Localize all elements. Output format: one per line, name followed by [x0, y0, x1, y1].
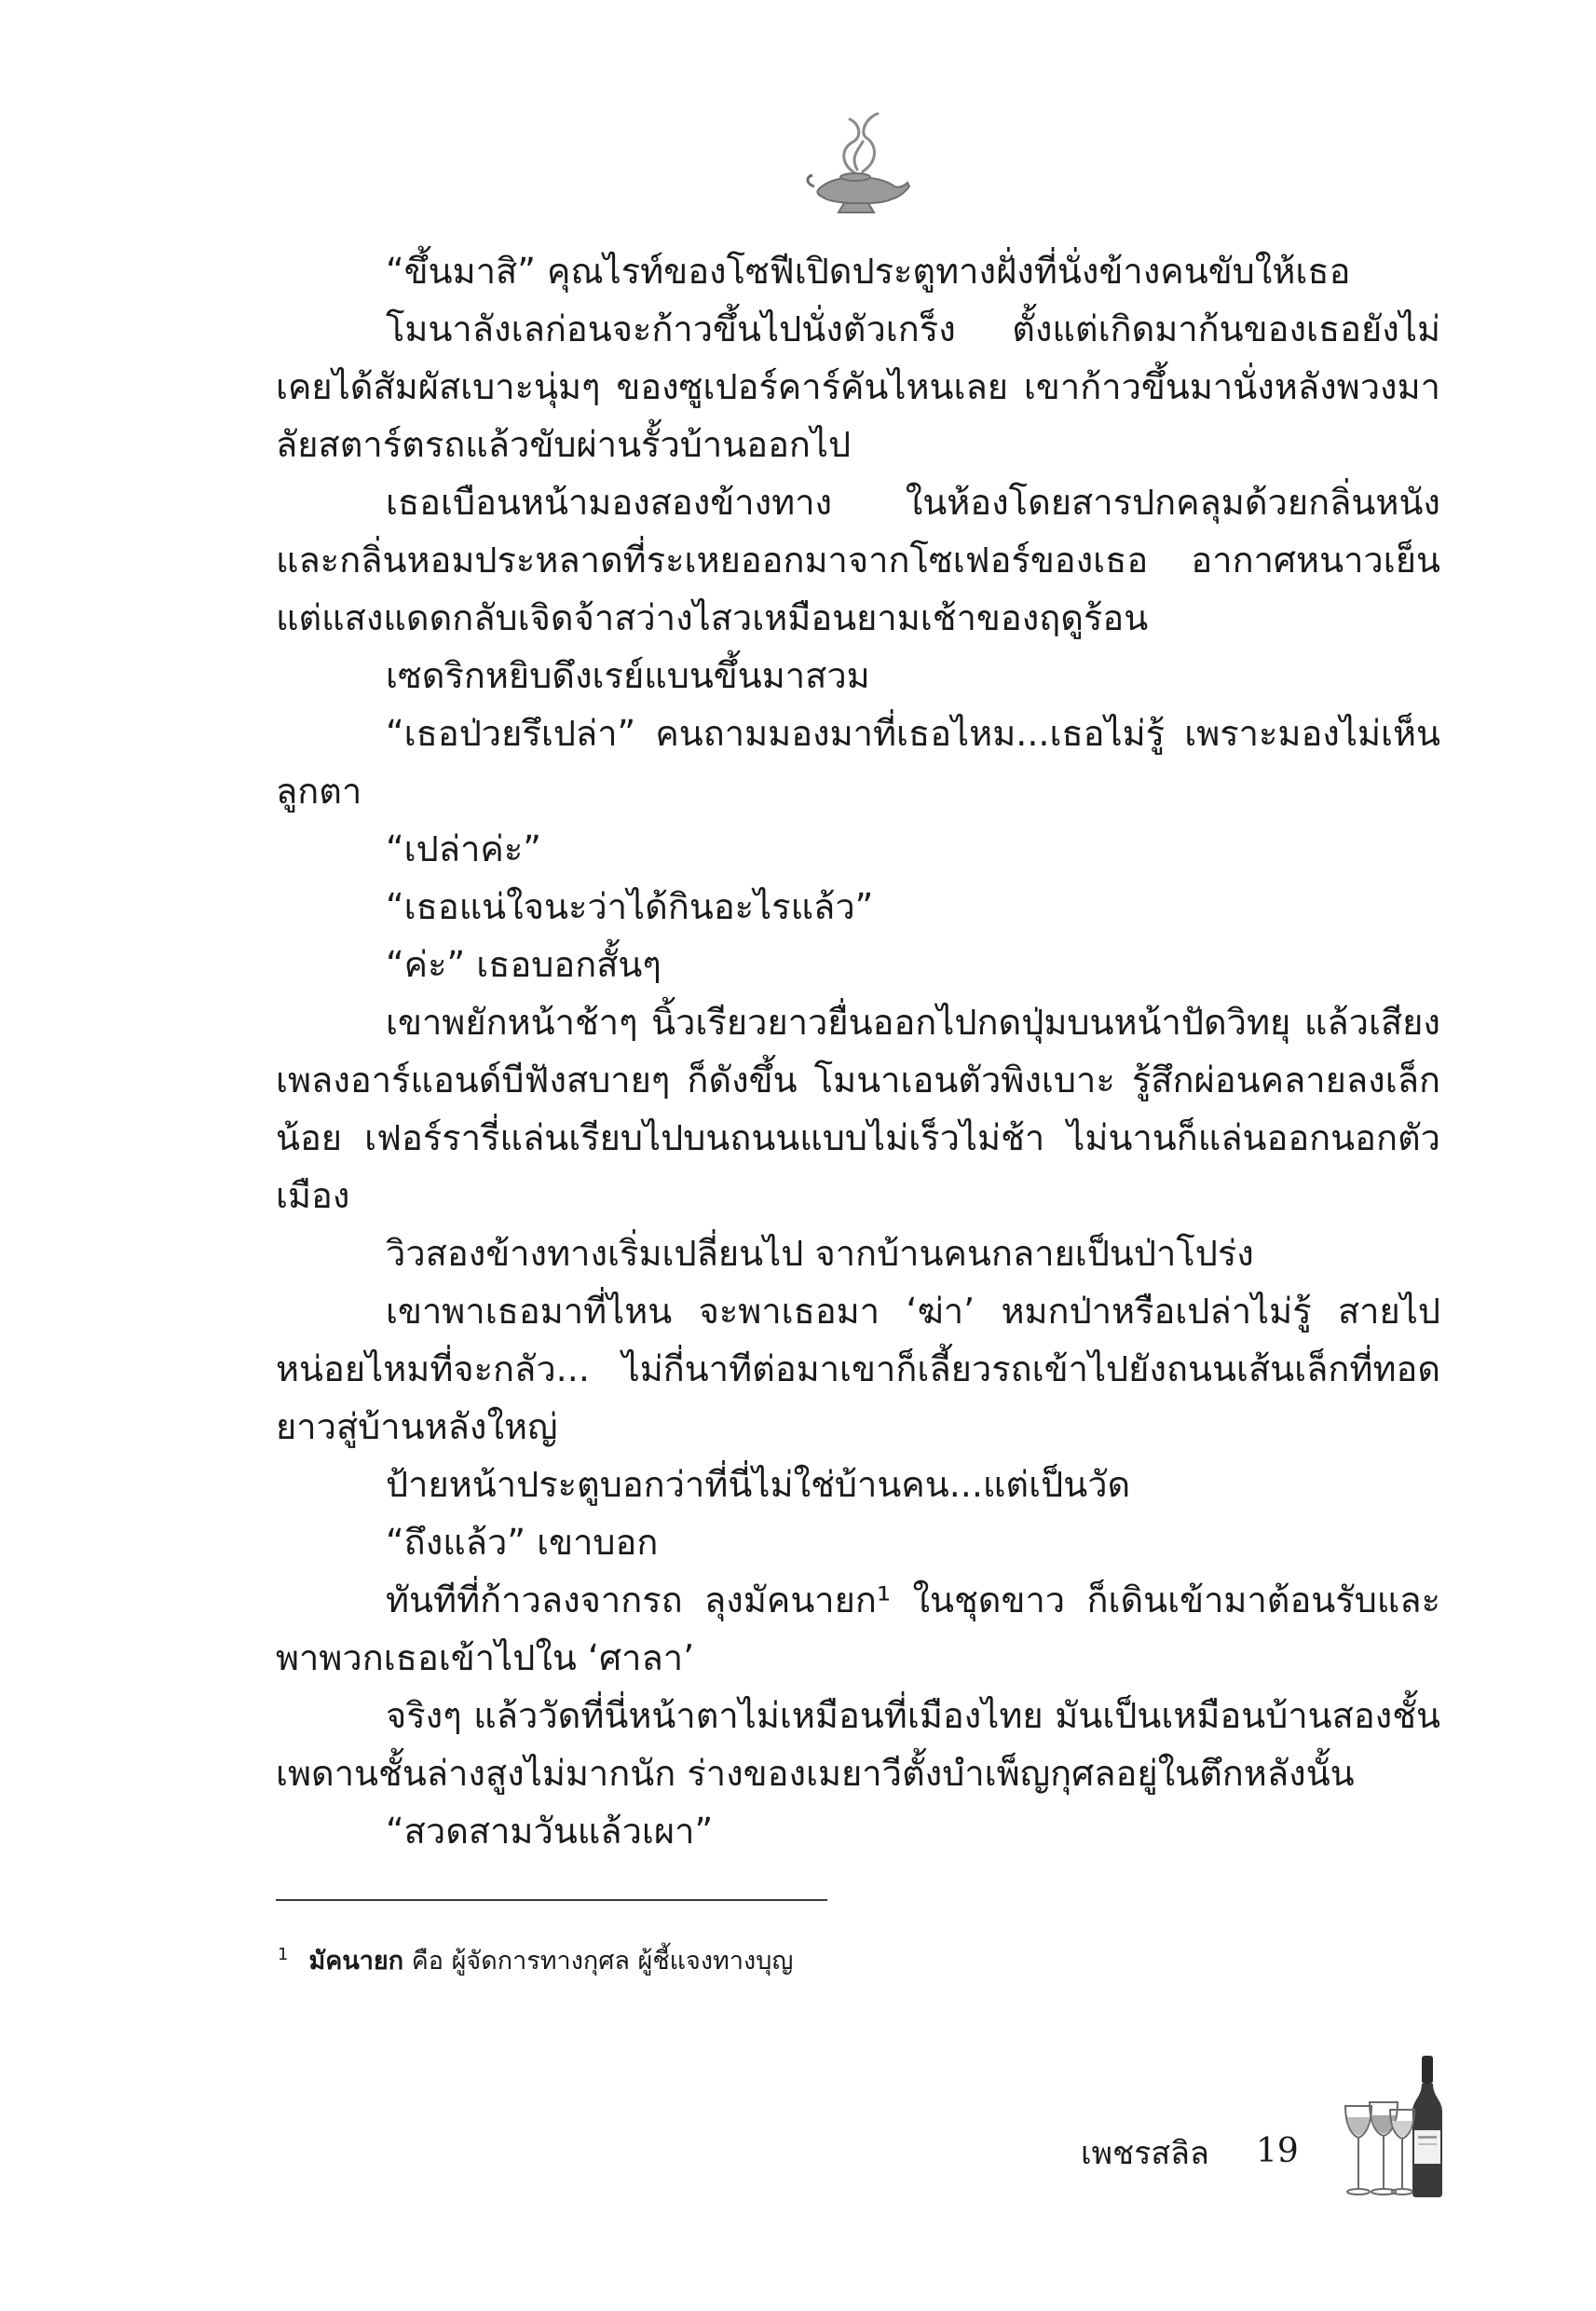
paragraph: โมนาลังเลก่อนจะก้าวขึ้นไปนั่งตัวเกร็ง ตั้งแต่เกิดมาก้นของเธอยังไม่เคยได้สัมผัสเบาะนุ่มๆ ของซูเปอร์คาร์คันไหนเลย เขาก้าวขึ้นมานั่งหลังพวงมาลัยสตาร์ตรถแล้วขับผ่านรั้วบ้านออกไป — [276, 308, 1440, 465]
paragraph: “ค่ะ” เธอบอกสั้นๆ — [386, 944, 662, 985]
body-text — [276, 242, 1440, 1860]
wine-bottle-glasses-icon — [1336, 2050, 1452, 2199]
paragraph: จริงๆ แล้ววัดที่นี่หน้าตาไม่เหมือนที่เมืองไทย มันเป็นเหมือนบ้านสองชั้นเพดานชั้นล่างสูงไม่มากนัก ร่างของเมยาวีตั้งบำเพ็ญกุศลอยู่ในตึกหลังนั้น — [276, 1695, 1440, 1794]
paragraph: “เปล่าค่ะ” — [386, 828, 541, 869]
paragraph: “เธอแน่ใจนะว่าได้กินอะไรแล้ว” — [386, 886, 874, 927]
page-number: 19 — [1256, 2132, 1299, 2170]
footnote-number: 1 — [278, 1945, 289, 1964]
footnote-divider — [276, 1899, 827, 1901]
paragraph: วิวสองข้างทางเริ่มเปลี่ยนไป จากบ้านคนกลายเป็นป่าโปร่ง — [386, 1233, 1254, 1274]
footnote-definition: คือ ผู้จัดการทางกุศล ผู้ชี้แจงทางบุญ — [411, 1947, 794, 1976]
genie-lamp-icon — [801, 101, 913, 222]
paragraph: “ถึงแล้ว” เขาบอก — [386, 1522, 659, 1563]
paragraph: “สวดสามวันแล้วเผา” — [386, 1811, 714, 1852]
paragraph: ป้ายหน้าประตูบอกว่าที่นี่ไม่ใช่บ้านคน...แต่เป็นวัด — [386, 1464, 1131, 1505]
paragraph: “เธอป่วยรึเปล่า” คนถามมองมาที่เธอไหม...เธอไม่รู้ เพราะมองไม่เห็นลูกตา — [276, 713, 1440, 812]
paragraph: ทันทีที่ก้าวลงจากรถ ลุงมัคนายก¹ ในชุดขาว ก็เดินเข้ามาต้อนรับและพาพวกเธอเข้าไปใน ‘ศาลา’ — [276, 1579, 1440, 1678]
running-title: เพชรสลิล — [1081, 2135, 1209, 2172]
paragraph: เซดริกหยิบดึงเรย์แบนขึ้นมาสวม — [386, 655, 870, 696]
paragraph: “ขึ้นมาสิ” คุณไรท์ของโซฟีเปิดประตูทางฝั่งที่นั่งข้างคนขับให้เธอ — [386, 251, 1351, 292]
footnote-term: มัคนายก — [308, 1947, 404, 1976]
footnote — [278, 1936, 793, 1980]
paragraph: เธอเบือนหน้ามองสองข้างทาง ในห้องโดยสารปกคลุมด้วยกลิ่นหนังและกลิ่นหอมประหลาดที่ระเหยออกมาจากโซเฟอร์ของเธอ อากาศหนาวเย็นแต่แสงแดดกลับเจิดจ้าสว่างไสวเหมือนยามเช้าของฤดูร้อน — [276, 482, 1440, 638]
paragraph: เขาพยักหน้าช้าๆ นิ้วเรียวยาวยื่นออกไปกดปุ่มบนหน้าปัดวิทยุ แล้วเสียงเพลงอาร์แอนด์บีฟังสบายๆ ก็ดังขึ้น โมนาเอนตัวพิงเบาะ รู้สึกผ่อนคลายลงเล็กน้อย เฟอร์รารี่แล่นเรียบไปบนถนนแบบไม่เร็วไม่ช้า ไม่นานก็แล่นออกนอกตัวเมือง — [276, 1002, 1440, 1216]
paragraph: เขาพาเธอมาที่ไหน จะพาเธอมา ‘ฆ่า’ หมกป่าหรือเปล่าไม่รู้ สายไปหน่อยไหมที่จะกลัว... ไม่กี่นาทีต่อมาเขาก็เลี้ยวรถเข้าไปยังถนนเส้นเล็กที่ทอดยาวสู่บ้านหลังใหญ่ — [276, 1291, 1440, 1447]
